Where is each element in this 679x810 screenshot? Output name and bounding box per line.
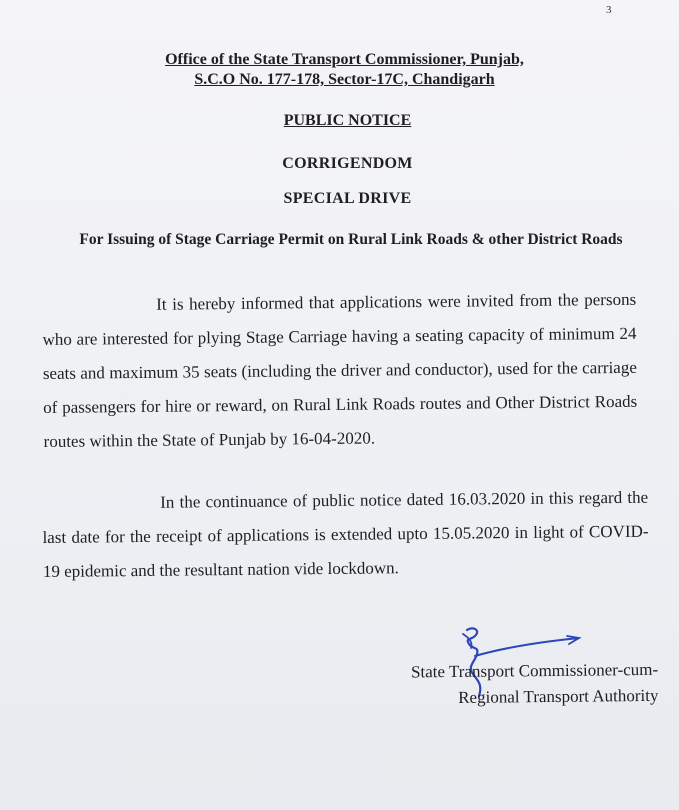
notice-subject: For Issuing of Stage Carriage Permit on Rural Link Roads & other District Roads (79, 231, 623, 248)
office-address: S.C.O No. 177-178, Sector-17C, Chandigarh (194, 71, 495, 88)
body-paragraph-1: It is hereby informed that applications were invited from the persons who are interested for plying Stage Carriage having a seating capacity of minimum 24 seats and maximum 35 seats (including the driver and conductor), used for the carriage of passengers for hire or reward, on Rural Link Roads routes and Other District Roads routes within the State of Punjab by 16-04-2020. (42, 289, 638, 451)
body-paragraph-2: In the continuance of public notice dated 16.03.2020 in this regard the last date for the receipt of applications is extended upto 15.05.2020 in light of COVID-19 epidemic and the resultant nation vide lockdown. (42, 487, 649, 581)
special-drive-heading: SPECIAL DRIVE (283, 190, 412, 207)
office-header (0, 50, 679, 90)
signatory-authority: Regional Transport Authority (458, 685, 659, 707)
signatory-block (358, 657, 659, 712)
notice-title: PUBLIC NOTICE (283, 112, 412, 129)
signatory-title: State Transport Commissioner-cum- (410, 659, 659, 682)
office-name: Office of the State Transport Commissioner, Punjab, (165, 51, 524, 68)
page-number: 3 (606, 4, 612, 16)
corrigendum-heading: CORRIGENDOM (282, 155, 413, 172)
